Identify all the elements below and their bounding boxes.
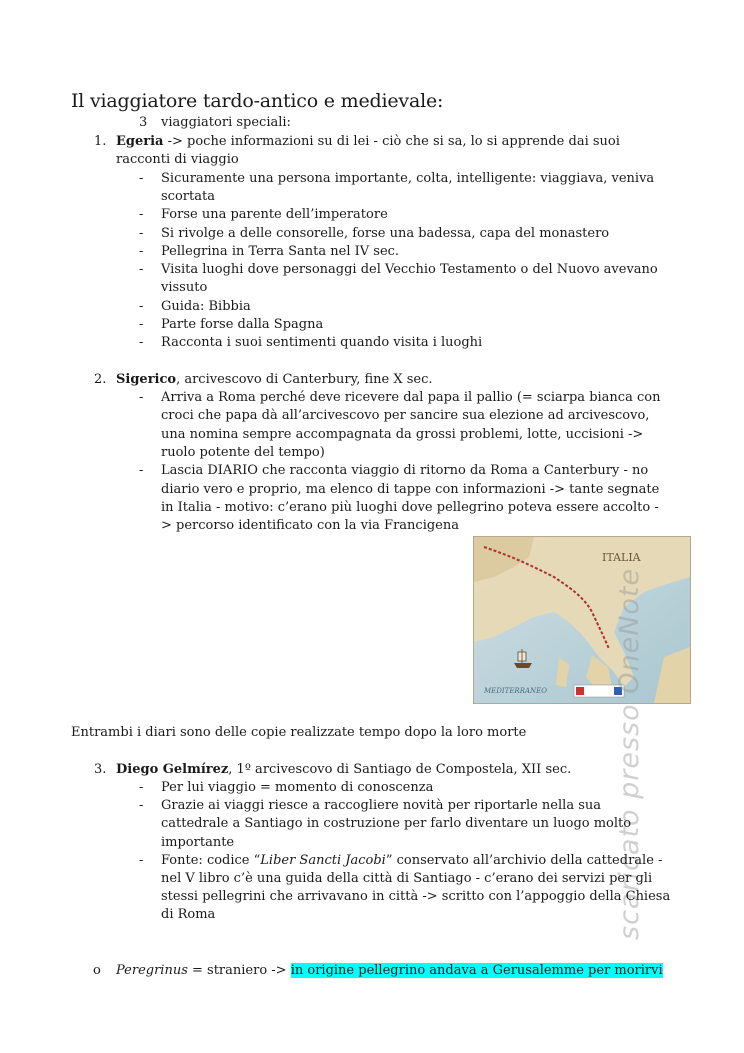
circle-bullet: o: [93, 963, 101, 978]
peregrinus-mid: = straniero ->: [187, 963, 291, 978]
bullet-dash: -: [139, 262, 144, 277]
bullet-dash: -: [139, 299, 144, 314]
egeria-description-cont: racconti di viaggio: [116, 152, 239, 167]
bullet-text-fonte: [161, 852, 662, 870]
map-label-mediterraneo: MEDITERRANEO: [484, 687, 548, 695]
bullet-text: Racconta i suoi sentimenti quando visita i luoghi: [161, 335, 483, 350]
bullet-text: Sicuramente una persona importante, colta, intelligente: viaggiava, veniva: [161, 171, 655, 186]
intro-number: 3: [139, 115, 148, 130]
highlighted-text: in origine pellegrino andava a Gerusalemme per morirvi: [290, 963, 663, 978]
sigerico-description: , arcivescovo di Canterbury, fine X sec.: [176, 372, 433, 387]
item-number-2: 2.: [94, 372, 107, 387]
peregrinus-line: [116, 962, 663, 980]
bullet-text: Guida: Bibbia: [161, 299, 251, 314]
egeria-heading: [116, 133, 620, 151]
egeria-name: Egeria: [116, 134, 164, 149]
bullet-dash: -: [139, 317, 144, 332]
bullet-dash: -: [139, 390, 144, 405]
bullet-text: una nomina sempre accompagnata da grossi problemi, lotte, uccisioni ->: [161, 427, 644, 442]
sigerico-name: Sigerico: [116, 372, 177, 387]
bullet-text: nel V libro c’è una guida della città di Santiago - c’erano dei servizi per gli: [161, 871, 653, 886]
bullet-text: importante: [161, 835, 235, 850]
bullet-dash: -: [139, 207, 144, 222]
bullet-dash: -: [139, 798, 144, 813]
bullet-text: Grazie ai viaggi riesce a raccogliere novità per riportarle nella sua: [161, 798, 601, 813]
bullet-text: Forse una parente dell’imperatore: [161, 207, 388, 222]
peregrinus-word: Peregrinus: [116, 963, 188, 978]
bullet-text: Visita luoghi dove personaggi del Vecchio Testamento o del Nuovo avevano: [161, 262, 658, 277]
bullet-dash: -: [139, 463, 144, 478]
bullet-dash: -: [139, 171, 144, 186]
bullet-text: > percorso identificato con la via Francigena: [161, 518, 459, 533]
bullet-text: diario vero e proprio, ma elenco di tappe con informazioni -> tante segnate: [161, 482, 660, 497]
sigerico-heading: [116, 371, 433, 389]
bullet-dash: -: [139, 780, 144, 795]
bullet-text: scortata: [161, 189, 215, 204]
intro-text: viaggiatori speciali:: [161, 115, 291, 130]
fonte-suffix: ” conservato all’archivio della cattedrale -: [385, 853, 663, 868]
liber-sancti-jacobi: Liber Sancti Jacobi: [260, 853, 386, 868]
entrambi-note: Entrambi i diari sono delle copie realizzate tempo dopo la loro morte: [71, 725, 527, 740]
bullet-text: Parte forse dalla Spagna: [161, 317, 324, 332]
bullet-text: di Roma: [161, 907, 216, 922]
bullet-text: Per lui viaggio = momento di conoscenza: [161, 780, 434, 795]
diego-heading: [116, 761, 571, 779]
bullet-dash: -: [139, 226, 144, 241]
item-number-3: 3.: [94, 762, 107, 777]
bullet-text: Lascia DIARIO che racconta viaggio di ritorno da Roma a Canterbury - no: [161, 463, 649, 478]
diego-description: , 1º arcivescovo di Santiago de Compostela, XII sec.: [228, 762, 572, 777]
diego-name: Diego Gelmírez: [116, 762, 229, 777]
bullet-text: Arriva a Roma perché deve ricevere dal papa il pallio (= sciarpa bianca con: [161, 390, 661, 405]
bullet-text: Pellegrina in Terra Santa nel IV sec.: [161, 244, 400, 259]
bullet-text: Si rivolge a delle consorelle, forse una badessa, capa del monastero: [161, 226, 610, 241]
bullet-dash: -: [139, 853, 144, 868]
item-number-1: 1.: [94, 134, 107, 149]
bullet-text: ruolo potente del tempo): [161, 445, 325, 460]
bullet-text: vissuto: [161, 280, 208, 295]
bullet-text: stessi pellegrini che arrivavano in città -> scritto con l’appoggio della Chiesa: [161, 889, 671, 904]
watermark: scaricato presso OneNote: [614, 567, 645, 940]
fonte-prefix: Fonte: codice “: [161, 853, 261, 868]
bullet-text: croci che papa dà all’arcivescovo per sancire sua elezione ad arcivescovo,: [161, 408, 650, 423]
page-title: Il viaggiatore tardo-antico e medievale:: [71, 90, 444, 112]
bullet-dash: -: [139, 335, 144, 350]
egeria-description: -> poche informazioni su di lei - ciò che si sa, lo si apprende dai suoi: [163, 134, 620, 149]
bullet-text: cattedrale a Santiago in costruzione per farlo diventare un luogo molto: [161, 816, 632, 831]
map-label-italia: ITALIA: [602, 551, 641, 564]
bullet-dash: -: [139, 244, 144, 259]
bullet-text: in Italia - motivo: c’erano più luoghi dove pellegrino poteva essere accolto -: [161, 500, 659, 515]
